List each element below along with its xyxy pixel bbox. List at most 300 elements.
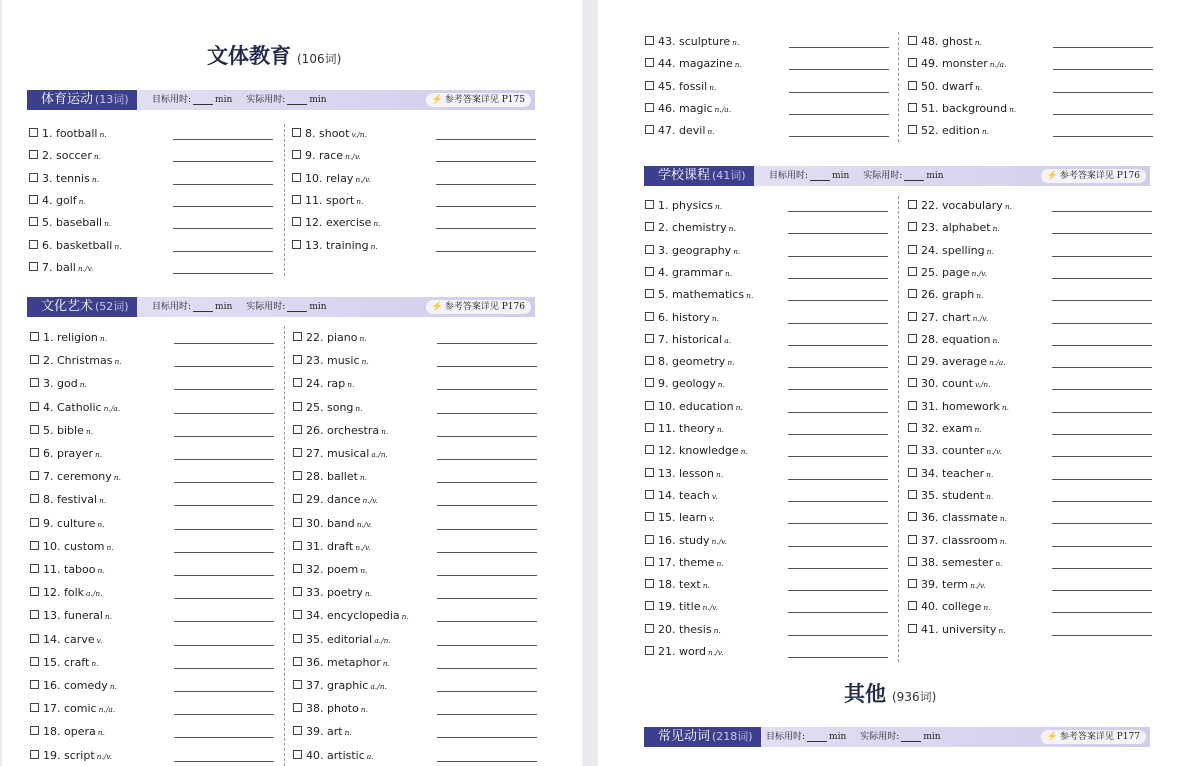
word-item bbox=[293, 330, 367, 346]
answer-blank[interactable] bbox=[436, 206, 536, 207]
answer-blank[interactable] bbox=[1052, 345, 1152, 346]
checkbox-icon[interactable] bbox=[29, 128, 38, 137]
word-item bbox=[29, 171, 99, 187]
word-text: training bbox=[326, 238, 369, 252]
checkbox-icon[interactable] bbox=[645, 445, 654, 454]
answer-blank[interactable] bbox=[1052, 501, 1152, 502]
word-item bbox=[645, 466, 723, 482]
part-of-speech: a./n. bbox=[374, 635, 391, 645]
word-item bbox=[645, 332, 731, 348]
part-of-speech: n. bbox=[992, 335, 1000, 345]
checkbox-icon[interactable] bbox=[293, 680, 302, 689]
checkbox-icon[interactable] bbox=[645, 557, 654, 566]
answer-blank[interactable] bbox=[173, 251, 273, 252]
answer-reference-text: 参考答案详见 P176 bbox=[444, 302, 525, 312]
answer-blank[interactable] bbox=[437, 389, 537, 390]
word-text: orchestra bbox=[327, 423, 380, 437]
checkbox-icon[interactable] bbox=[645, 289, 654, 298]
checkbox-icon[interactable] bbox=[645, 378, 654, 387]
answer-blank[interactable] bbox=[437, 598, 537, 599]
word-text: ghost bbox=[942, 35, 973, 48]
word-text: custom bbox=[64, 539, 105, 553]
checkbox-icon[interactable] bbox=[293, 564, 302, 573]
answer-blank[interactable] bbox=[174, 552, 274, 553]
checkbox-icon[interactable] bbox=[908, 36, 917, 45]
word-item bbox=[30, 423, 93, 439]
word-text: historical bbox=[672, 332, 723, 346]
checkbox-icon[interactable] bbox=[293, 378, 302, 387]
answer-blank[interactable] bbox=[437, 343, 537, 344]
actual-time-field[interactable] bbox=[287, 301, 307, 312]
section-tag-count: (218词) bbox=[712, 730, 753, 743]
word-text: monster bbox=[942, 57, 988, 71]
answer-blank[interactable] bbox=[437, 413, 537, 414]
answer-blank[interactable] bbox=[1052, 635, 1152, 636]
checkbox-icon[interactable] bbox=[29, 240, 38, 249]
checkbox-icon[interactable] bbox=[30, 750, 39, 759]
answer-blank[interactable] bbox=[788, 278, 888, 279]
checkbox-icon[interactable] bbox=[645, 267, 654, 276]
word-number: 22. bbox=[306, 331, 327, 344]
checkbox-icon[interactable] bbox=[908, 200, 917, 209]
checkbox-icon[interactable] bbox=[30, 425, 39, 434]
target-time-field[interactable] bbox=[193, 94, 213, 105]
checkbox-icon[interactable] bbox=[645, 245, 654, 254]
word-item bbox=[29, 215, 111, 231]
word-number: 41. bbox=[921, 622, 942, 636]
checkbox-icon[interactable] bbox=[908, 557, 917, 566]
checkbox-icon[interactable] bbox=[30, 703, 39, 712]
answer-blank[interactable] bbox=[788, 256, 888, 257]
answer-blank[interactable] bbox=[437, 529, 537, 530]
checkbox-icon[interactable] bbox=[30, 610, 39, 619]
answer-blank[interactable] bbox=[1052, 256, 1152, 257]
checkbox-icon[interactable] bbox=[645, 81, 654, 90]
word-text: university bbox=[942, 622, 997, 636]
answer-blank[interactable] bbox=[174, 343, 274, 344]
answer-blank[interactable] bbox=[173, 228, 273, 229]
word-item bbox=[908, 354, 1006, 370]
answer-blank[interactable] bbox=[1052, 546, 1152, 547]
part-of-speech: n. bbox=[381, 426, 389, 436]
checkbox-icon[interactable] bbox=[645, 601, 654, 610]
checkbox-icon[interactable] bbox=[645, 103, 654, 112]
checkbox-icon[interactable] bbox=[293, 587, 302, 596]
checkbox-icon[interactable] bbox=[292, 217, 301, 226]
checkbox-icon[interactable] bbox=[645, 200, 654, 209]
checkbox-icon[interactable] bbox=[29, 173, 38, 182]
word-number: 36. bbox=[306, 655, 327, 669]
part-of-speech: a./n. bbox=[371, 450, 388, 459]
checkbox-icon[interactable] bbox=[30, 680, 39, 689]
part-of-speech: n. bbox=[359, 473, 368, 483]
answer-blank[interactable] bbox=[788, 323, 888, 324]
answer-blank[interactable] bbox=[1052, 568, 1152, 569]
part-of-speech: n. bbox=[364, 589, 373, 599]
checkbox-icon[interactable] bbox=[908, 334, 917, 343]
checkbox-icon[interactable] bbox=[293, 471, 302, 480]
answer-blank[interactable] bbox=[174, 529, 274, 530]
answer-blank[interactable] bbox=[174, 575, 274, 576]
answer-blank[interactable] bbox=[174, 737, 274, 738]
answer-blank[interactable] bbox=[789, 69, 889, 70]
checkbox-icon[interactable] bbox=[908, 490, 917, 499]
checkbox-icon[interactable] bbox=[293, 332, 302, 341]
word-number: 1. bbox=[42, 127, 56, 140]
answer-blank[interactable] bbox=[1052, 412, 1152, 413]
answer-blank[interactable] bbox=[173, 206, 273, 207]
checkbox-icon[interactable] bbox=[292, 195, 301, 204]
section-tag-count: (41词) bbox=[712, 169, 746, 182]
checkbox-icon[interactable] bbox=[645, 512, 654, 521]
checkbox-icon[interactable] bbox=[645, 58, 654, 67]
target-time-label: 目标用时: bbox=[769, 171, 809, 181]
word-number: 27. bbox=[921, 310, 942, 324]
answer-blank[interactable] bbox=[788, 546, 888, 547]
word-number: 8. bbox=[43, 493, 57, 507]
answer-blank[interactable] bbox=[1053, 47, 1153, 48]
answer-blank[interactable] bbox=[1053, 92, 1153, 93]
answer-blank[interactable] bbox=[174, 366, 274, 367]
word-number: 39. bbox=[921, 578, 942, 592]
word-text: exercise bbox=[326, 216, 372, 230]
checkbox-icon[interactable] bbox=[908, 81, 917, 90]
answer-blank[interactable] bbox=[1052, 211, 1152, 212]
word-text: semester bbox=[942, 555, 994, 569]
checkbox-icon[interactable] bbox=[645, 334, 654, 343]
checkbox-icon[interactable] bbox=[908, 535, 917, 544]
word-number: 1. bbox=[43, 331, 57, 344]
checkbox-icon[interactable] bbox=[908, 445, 917, 454]
section-tag bbox=[644, 727, 761, 747]
checkbox-icon[interactable] bbox=[292, 128, 301, 137]
checkbox-icon[interactable] bbox=[645, 356, 654, 365]
word-text: song bbox=[327, 400, 354, 414]
checkbox-icon[interactable] bbox=[30, 355, 39, 364]
answer-blank[interactable] bbox=[788, 635, 888, 636]
checkbox-icon[interactable] bbox=[908, 289, 917, 298]
word-text: opera bbox=[64, 725, 96, 739]
answer-blank[interactable] bbox=[789, 114, 889, 115]
answer-blank[interactable] bbox=[788, 367, 888, 368]
checkbox-icon[interactable] bbox=[908, 312, 917, 321]
answer-blank[interactable] bbox=[1052, 300, 1152, 301]
word-text: culture bbox=[57, 516, 96, 530]
checkbox-icon[interactable] bbox=[645, 624, 654, 633]
answer-blank[interactable] bbox=[174, 761, 274, 762]
answer-blank[interactable] bbox=[437, 621, 537, 622]
answer-blank[interactable] bbox=[174, 598, 274, 599]
part-of-speech: n./v. bbox=[355, 542, 371, 552]
word-number: 5. bbox=[658, 288, 672, 302]
checkbox-icon[interactable] bbox=[30, 726, 39, 735]
part-of-speech: n. bbox=[976, 291, 984, 301]
target-time-field[interactable] bbox=[807, 731, 827, 742]
answer-blank[interactable] bbox=[437, 505, 537, 506]
checkbox-icon[interactable] bbox=[30, 587, 39, 596]
checkbox-icon[interactable] bbox=[293, 518, 302, 527]
answer-blank[interactable] bbox=[788, 612, 888, 613]
checkbox-icon[interactable] bbox=[908, 58, 917, 67]
answer-blank[interactable] bbox=[1052, 434, 1152, 435]
answer-blank[interactable] bbox=[437, 575, 537, 576]
answer-blank[interactable] bbox=[436, 228, 536, 229]
answer-blank[interactable] bbox=[1052, 612, 1152, 613]
answer-blank[interactable] bbox=[788, 211, 888, 212]
answer-blank[interactable] bbox=[789, 92, 889, 93]
checkbox-icon[interactable] bbox=[908, 401, 917, 410]
answer-blank[interactable] bbox=[1052, 479, 1152, 480]
checkbox-icon[interactable] bbox=[908, 601, 917, 610]
word-text: artistic bbox=[327, 748, 365, 762]
checkbox-icon[interactable] bbox=[645, 312, 654, 321]
checkbox-icon[interactable] bbox=[30, 494, 39, 503]
answer-blank[interactable] bbox=[437, 645, 537, 646]
checkbox-icon[interactable] bbox=[908, 356, 917, 365]
answer-blank[interactable] bbox=[437, 691, 537, 692]
checkbox-icon[interactable] bbox=[30, 518, 39, 527]
part-of-speech: n./v. bbox=[345, 152, 361, 162]
answer-blank[interactable] bbox=[173, 161, 273, 162]
checkbox-icon[interactable] bbox=[293, 657, 302, 666]
checkbox-icon[interactable] bbox=[645, 125, 654, 134]
answer-blank[interactable] bbox=[174, 505, 274, 506]
answer-blank[interactable] bbox=[174, 413, 274, 414]
word-text: craft bbox=[64, 655, 90, 669]
target-time-field[interactable] bbox=[810, 170, 830, 181]
part-of-speech: v./n. bbox=[351, 130, 367, 139]
word-item bbox=[645, 488, 718, 504]
checkbox-icon[interactable] bbox=[29, 217, 38, 226]
checkbox-icon[interactable] bbox=[908, 245, 917, 254]
answer-blank[interactable] bbox=[437, 737, 537, 738]
checkbox-icon[interactable] bbox=[30, 378, 39, 387]
answer-blank[interactable] bbox=[436, 184, 536, 185]
answer-blank[interactable] bbox=[789, 47, 889, 48]
word-text: thesis bbox=[679, 622, 712, 636]
answer-blank[interactable] bbox=[174, 668, 274, 669]
checkbox-icon[interactable] bbox=[30, 448, 39, 457]
word-number: 6. bbox=[658, 310, 672, 324]
checkbox-icon[interactable] bbox=[293, 726, 302, 735]
answer-blank[interactable] bbox=[436, 139, 536, 140]
part-of-speech: n. bbox=[85, 426, 94, 436]
part-of-speech: n. bbox=[713, 625, 721, 635]
checkbox-icon[interactable] bbox=[293, 750, 302, 759]
answer-blank[interactable] bbox=[173, 184, 273, 185]
part-of-speech: n./v. bbox=[355, 174, 371, 184]
checkbox-icon[interactable] bbox=[908, 125, 917, 134]
checkbox-icon[interactable] bbox=[645, 222, 654, 231]
word-text: Catholic bbox=[57, 400, 102, 414]
word-text: carve bbox=[64, 632, 95, 646]
part-of-speech: n. bbox=[974, 38, 982, 47]
section-header bbox=[27, 297, 535, 317]
answer-blank[interactable] bbox=[1052, 323, 1152, 324]
answer-blank[interactable] bbox=[437, 552, 537, 553]
answer-blank[interactable] bbox=[437, 436, 537, 437]
part-of-speech: n. bbox=[974, 425, 982, 434]
checkbox-icon[interactable] bbox=[908, 423, 917, 432]
answer-blank[interactable] bbox=[788, 657, 888, 658]
word-text: editorial bbox=[327, 632, 373, 646]
word-number: 18. bbox=[658, 578, 679, 592]
word-text: edition bbox=[942, 124, 980, 138]
answer-blank[interactable] bbox=[788, 389, 888, 390]
checkbox-icon[interactable] bbox=[908, 512, 917, 521]
answer-reference[interactable] bbox=[1041, 169, 1146, 183]
checkbox-icon[interactable] bbox=[908, 468, 917, 477]
checkbox-icon[interactable] bbox=[908, 222, 917, 231]
answer-blank[interactable] bbox=[174, 459, 274, 460]
part-of-speech: n. bbox=[113, 473, 122, 483]
part-of-speech: n. bbox=[106, 542, 114, 552]
checkbox-icon[interactable] bbox=[292, 173, 301, 182]
answer-reference[interactable] bbox=[426, 300, 531, 314]
word-item bbox=[30, 400, 120, 416]
word-item bbox=[293, 492, 378, 508]
answer-blank[interactable] bbox=[437, 366, 537, 367]
answer-blank[interactable] bbox=[1053, 136, 1153, 137]
checkbox-icon[interactable] bbox=[30, 471, 39, 480]
checkbox-icon[interactable] bbox=[293, 355, 302, 364]
checkbox-icon[interactable] bbox=[293, 634, 302, 643]
word-item bbox=[29, 126, 107, 142]
checkbox-icon[interactable] bbox=[645, 646, 654, 655]
answer-blank[interactable] bbox=[788, 501, 888, 502]
checkbox-icon[interactable] bbox=[29, 195, 38, 204]
word-number: 17. bbox=[43, 702, 64, 716]
answer-blank[interactable] bbox=[1053, 69, 1153, 70]
answer-blank[interactable] bbox=[437, 668, 537, 669]
word-item bbox=[645, 123, 715, 139]
answer-blank[interactable] bbox=[174, 691, 274, 692]
answer-blank[interactable] bbox=[1052, 590, 1152, 591]
target-time-field[interactable] bbox=[193, 301, 213, 312]
answer-blank[interactable] bbox=[788, 523, 888, 524]
word-number: 29. bbox=[306, 493, 327, 507]
checkbox-icon[interactable] bbox=[30, 332, 39, 341]
actual-time-field[interactable] bbox=[287, 94, 307, 105]
answer-blank[interactable] bbox=[174, 714, 274, 715]
checkbox-icon[interactable] bbox=[908, 579, 917, 588]
answer-blank[interactable] bbox=[788, 300, 888, 301]
answer-blank[interactable] bbox=[174, 389, 274, 390]
answer-blank[interactable] bbox=[174, 645, 274, 646]
answer-blank[interactable] bbox=[1052, 278, 1152, 279]
word-text: encyclopedia bbox=[327, 609, 400, 623]
checkbox-icon[interactable] bbox=[645, 468, 654, 477]
checkbox-icon[interactable] bbox=[292, 150, 301, 159]
time-tracker bbox=[769, 166, 944, 186]
word-item bbox=[292, 126, 367, 142]
word-number: 39. bbox=[306, 725, 327, 739]
checkbox-icon[interactable] bbox=[908, 624, 917, 633]
answer-blank[interactable] bbox=[788, 456, 888, 457]
answer-blank[interactable] bbox=[788, 434, 888, 435]
answer-blank[interactable] bbox=[174, 482, 274, 483]
word-item bbox=[645, 510, 715, 526]
answer-blank[interactable] bbox=[1053, 114, 1153, 115]
word-number: 16. bbox=[43, 679, 64, 692]
answer-blank[interactable] bbox=[436, 251, 536, 252]
checkbox-icon[interactable] bbox=[645, 423, 654, 432]
actual-time-field[interactable] bbox=[901, 731, 921, 742]
answer-blank[interactable] bbox=[436, 161, 536, 162]
actual-time-field[interactable] bbox=[904, 170, 924, 181]
checkbox-icon[interactable] bbox=[293, 610, 302, 619]
word-item bbox=[908, 56, 1006, 72]
checkbox-icon[interactable] bbox=[645, 579, 654, 588]
checkbox-icon[interactable] bbox=[908, 378, 917, 387]
answer-blank[interactable] bbox=[788, 412, 888, 413]
checkbox-icon[interactable] bbox=[293, 541, 302, 550]
checkbox-icon[interactable] bbox=[30, 657, 39, 666]
checkbox-icon[interactable] bbox=[292, 240, 301, 249]
answer-blank[interactable] bbox=[437, 714, 537, 715]
answer-blank[interactable] bbox=[788, 590, 888, 591]
answer-blank[interactable] bbox=[788, 568, 888, 569]
word-text: musical bbox=[327, 447, 370, 460]
answer-blank[interactable] bbox=[437, 482, 537, 483]
checkbox-icon[interactable] bbox=[293, 402, 302, 411]
checkbox-icon[interactable] bbox=[30, 564, 39, 573]
word-item bbox=[293, 632, 391, 648]
answer-reference[interactable] bbox=[1041, 730, 1146, 744]
answer-blank[interactable] bbox=[174, 621, 274, 622]
answer-blank[interactable] bbox=[437, 761, 537, 762]
checkbox-icon[interactable] bbox=[293, 448, 302, 457]
checkbox-icon[interactable] bbox=[29, 262, 38, 271]
word-item bbox=[30, 748, 112, 764]
part-of-speech: n. bbox=[382, 658, 390, 668]
checkbox-icon[interactable] bbox=[645, 535, 654, 544]
checkbox-icon[interactable] bbox=[645, 36, 654, 45]
answer-blank[interactable] bbox=[173, 273, 273, 274]
checkbox-icon[interactable] bbox=[293, 494, 302, 503]
word-number: 37. bbox=[921, 533, 942, 547]
answer-blank[interactable] bbox=[1052, 389, 1152, 390]
answer-blank[interactable] bbox=[1052, 523, 1152, 524]
word-text: geometry bbox=[672, 355, 726, 369]
answer-blank[interactable] bbox=[788, 345, 888, 346]
answer-blank[interactable] bbox=[1052, 233, 1152, 234]
checkbox-icon[interactable] bbox=[293, 703, 302, 712]
page-title: 文体教育 (106词) bbox=[207, 44, 342, 68]
answer-blank[interactable] bbox=[788, 479, 888, 480]
word-text: exam bbox=[942, 422, 973, 435]
answer-blank[interactable] bbox=[789, 136, 889, 137]
answer-blank[interactable] bbox=[1052, 456, 1152, 457]
part-of-speech: n. bbox=[998, 625, 1006, 635]
part-of-speech: n./v. bbox=[972, 313, 989, 323]
answer-blank[interactable] bbox=[437, 459, 537, 460]
checkbox-icon[interactable] bbox=[908, 267, 917, 276]
answer-reference[interactable] bbox=[426, 93, 531, 107]
checkbox-icon[interactable] bbox=[908, 103, 917, 112]
answer-blank[interactable] bbox=[788, 233, 888, 234]
checkbox-icon[interactable] bbox=[293, 425, 302, 434]
answer-blank[interactable] bbox=[174, 436, 274, 437]
checkbox-icon[interactable] bbox=[29, 150, 38, 159]
checkbox-icon[interactable] bbox=[30, 634, 39, 643]
answer-blank[interactable] bbox=[173, 139, 273, 140]
checkbox-icon[interactable] bbox=[645, 490, 654, 499]
checkbox-icon[interactable] bbox=[30, 402, 39, 411]
checkbox-icon[interactable] bbox=[645, 401, 654, 410]
answer-blank[interactable] bbox=[1052, 367, 1152, 368]
checkbox-icon[interactable] bbox=[30, 541, 39, 550]
